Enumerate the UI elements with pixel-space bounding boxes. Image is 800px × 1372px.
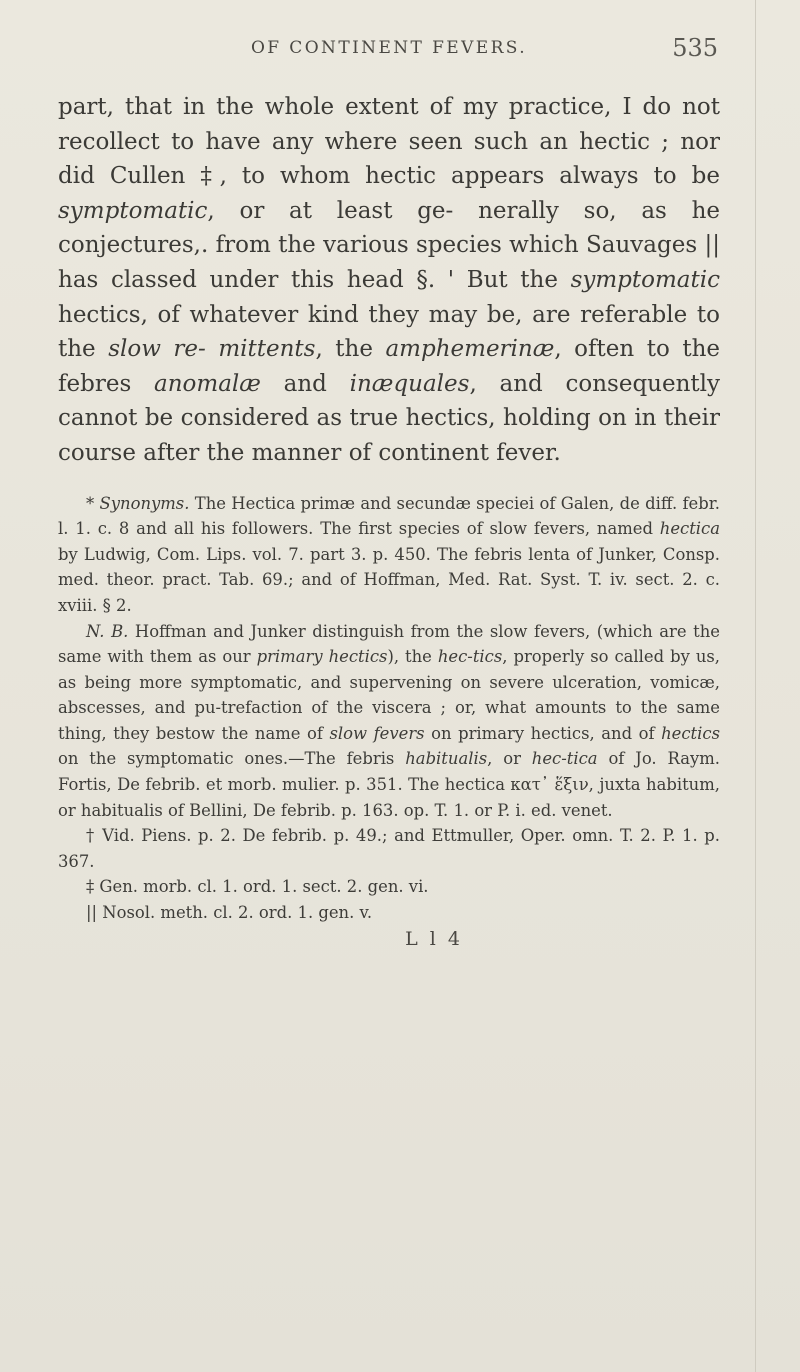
italic-term: N. B. <box>86 621 129 641</box>
text-line: be considered as true hectics, holding on in their <box>144 405 720 432</box>
text-line: species which Sauvages || has classed under this <box>58 232 720 293</box>
text-line: course after the manner of continent fever. <box>58 439 561 466</box>
text-line: , often to the febres <box>58 336 720 397</box>
text-line: appears always to be <box>450 163 720 190</box>
text-line: head §. ' But the <box>346 266 571 293</box>
page-edge-line <box>755 0 756 1372</box>
italic-term: habitualis <box>405 749 488 769</box>
footnote-label: Synonyms. <box>99 493 190 513</box>
text-line: hectics, of whatever <box>58 301 299 328</box>
text-line: , and consequently cannot <box>58 370 720 432</box>
italic-term: hectica <box>659 519 720 539</box>
text-line: , the <box>315 336 386 363</box>
page-number: 535 <box>672 34 718 62</box>
footnote-text: The Hectica primæ and secundæ speciei of Galen, de diff. febr. l. 1. c. 8 and all his followers. The first species of slow fevers, named <box>58 493 720 539</box>
italic-term: amphemerinæ <box>385 336 555 363</box>
footnote-text: on the symptomatic ones.—The febris <box>58 749 406 769</box>
signature-mark: L l 4 <box>405 927 463 950</box>
italic-term: mittents <box>218 336 316 363</box>
footnote-text: of Jo. Raym. Fortis, De febrib. et morb. mulier. p. 351. The hectica κατ᾽ ἕξιν, juxta habitum, or habitualis of Bellini, De febrib. p. 163. op. T. 1. or P. i. ed. venet. <box>58 749 721 820</box>
footnote-mark: * <box>86 493 100 513</box>
text-line: nerally so, as he conjectures,. from the various <box>58 197 721 259</box>
text-line: an hectic ; nor did Cullen ‡, to whom hectic <box>58 128 720 190</box>
italic-term: primary hectics <box>256 647 388 667</box>
italic-term: symptomatic <box>58 197 208 224</box>
italic-term: slow re- <box>108 336 206 363</box>
footnote-dagger: † Vid. Piens. p. 2. De febrib. p. 49.; and Ettmuller, Oper. omn. T. 2. P. 1. p. 367. <box>58 826 720 871</box>
footnote-double-dagger: ‡ Gen. morb. cl. 1. ord. 1. sect. 2. gen. vi. <box>86 877 429 897</box>
footnote-text: on primary hectics, and of <box>424 723 662 743</box>
footnote-text: by Ludwig, Com. Lips. vol. 7. part 3. p. 450. The febris lenta of Junker, Consp. med. theor. pract. Tab. 69.; and of Hoffman, Med. Rat. Syst. T. iv. sect. 2. c. xviii. § 2. <box>58 544 720 615</box>
text-line: kind they may be, are referable to the <box>58 301 720 363</box>
text-line: part, that in the whole extent of my practice, <box>58 94 612 120</box>
italic-term: symptomatic <box>570 266 720 293</box>
text-line: and <box>260 370 350 397</box>
italic-term: hec-tica <box>531 749 598 769</box>
footnote-parallel: || Nosol. meth. cl. 2. ord. 1. gen. v. <box>86 903 373 923</box>
italic-term: hectics <box>661 723 720 743</box>
running-head <box>58 32 720 72</box>
italic-term: hec-tics <box>437 647 503 667</box>
footnote-text: Hoffman and Junker distinguish from the slow fevers, (which are the same with them as our <box>58 621 720 667</box>
italic-term: anomalæ <box>154 370 261 397</box>
footnote-synonyms <box>58 491 720 619</box>
italic-term: slow fevers <box>329 723 425 743</box>
footnote-text: ), the <box>387 647 438 667</box>
footnote-text: , properly so called by us, as being more symptomatic, and supervening on severe ulceration, vomicæ, abscesses, and pu-trefaction of the viscera ; or, what amounts to the same thing, they bestow the name of <box>58 647 720 743</box>
text-line: I do not recollect to have any where seen such <box>58 94 720 155</box>
footnote-nota-bene <box>58 619 720 824</box>
main-paragraph <box>58 90 720 471</box>
italic-term: inæquales <box>349 370 470 397</box>
main-text <box>58 90 720 471</box>
footnotes <box>58 491 720 926</box>
running-title: OF CONTINENT FEVERS. <box>250 38 528 58</box>
text-line: , or at least ge- <box>207 197 454 224</box>
footnote-text: , or <box>487 749 532 769</box>
